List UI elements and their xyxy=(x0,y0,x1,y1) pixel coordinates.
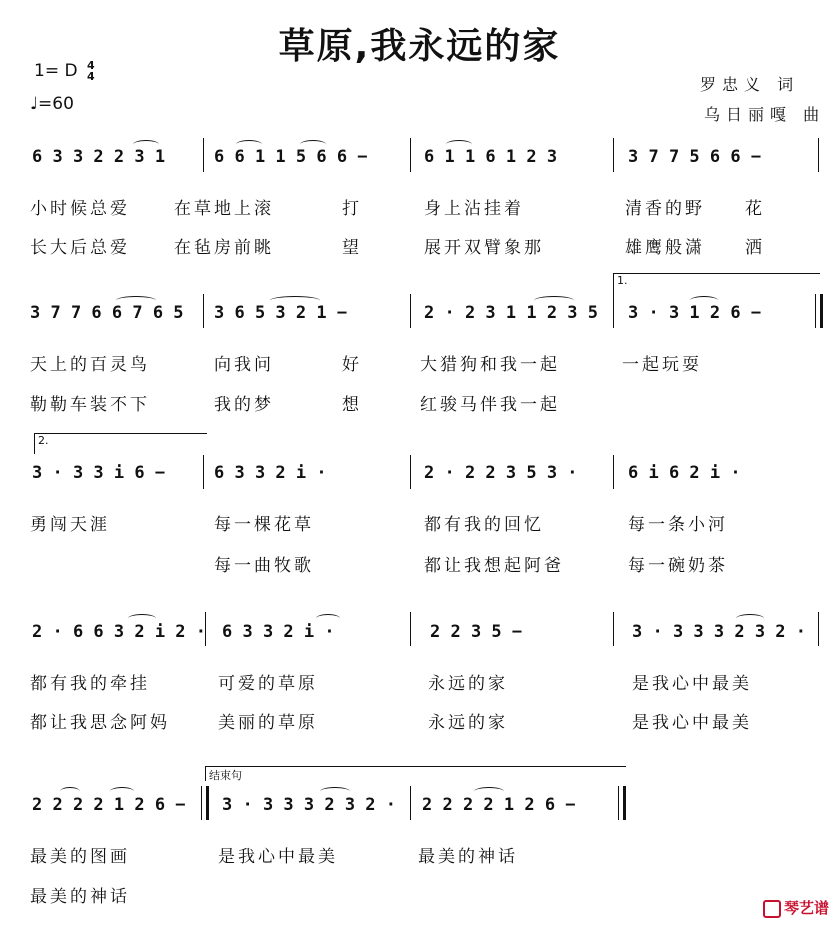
watermark-text: 琴艺谱 xyxy=(783,899,829,917)
row5-bar2-notes: 3 · 3 3 3 2 3 2 · xyxy=(222,795,396,815)
row5-bar1-notes: 2 2 2 2 1 2 6 − xyxy=(32,795,186,815)
row4-lyric2-d: 是我心中最美 xyxy=(632,713,752,733)
composer-credit: 乌日丽嘎 曲 xyxy=(704,105,826,124)
row5-lyric1-c: 最美的神话 xyxy=(418,847,518,867)
ending-label: 结束句 xyxy=(209,769,242,782)
slur xyxy=(236,140,262,149)
row1-lyric1-d: 身上沾挂着 xyxy=(424,199,524,219)
row1-lyric2-f: 洒 xyxy=(745,238,765,258)
barline xyxy=(203,138,204,172)
barline xyxy=(613,612,614,646)
key-signature xyxy=(34,60,95,82)
time-signature xyxy=(87,60,95,82)
barline xyxy=(410,294,411,328)
repeat-end-barline-thick xyxy=(206,786,209,820)
row4-bar3-notes: 2 2 3 5 − xyxy=(430,622,523,642)
row2-bar1-notes: 3 7 7 6 6 7 6 5 xyxy=(30,303,184,323)
barline xyxy=(410,612,411,646)
repeat-barline-thick xyxy=(820,294,823,328)
final-barline xyxy=(618,786,619,820)
slur xyxy=(133,140,159,149)
row4-bar4-notes: 3 · 3 3 3 2 3 2 · xyxy=(632,622,806,642)
row2-lyric2-a: 勒勒车装不下 xyxy=(30,395,150,415)
row3-lyric2-c: 都让我想起阿爸 xyxy=(424,556,564,576)
slur xyxy=(320,787,350,796)
row2-lyric2-b: 我的梦 xyxy=(214,395,274,415)
row1-lyric2-c: 望 xyxy=(342,238,362,258)
row1-lyric2-b: 在毡房前眺 xyxy=(174,238,274,258)
row1-lyric1-a: 小时候总爱 xyxy=(30,199,130,219)
row3-lyric1-a: 勇闯天涯 xyxy=(30,515,110,535)
row2-lyric2-c: 想 xyxy=(342,395,362,415)
tempo-marking: ♩=60 xyxy=(30,94,74,114)
row4-lyric1-a: 都有我的牵挂 xyxy=(30,674,150,694)
watermark-logo xyxy=(763,897,829,918)
row2-lyric1-e: 一起玩耍 xyxy=(622,355,702,375)
row3-lyric2-b: 每一曲牧歌 xyxy=(214,556,314,576)
row1-lyric1-f: 花 xyxy=(745,199,765,219)
second-ending-bracket xyxy=(34,433,207,454)
slur xyxy=(300,140,326,149)
row2-bar3-notes: 2 · 2 3 1 1 2 3 5 xyxy=(424,303,598,323)
row3-lyric1-d: 每一条小河 xyxy=(628,515,728,535)
row3-bar1-notes: 3 · 3 3 i 6 − xyxy=(32,463,166,483)
time-signature-top: 4 xyxy=(86,59,95,72)
row2-bar2-notes: 3 6 5 3 2 1 − xyxy=(214,303,348,323)
row2-lyric2-d: 红骏马伴我一起 xyxy=(420,395,560,415)
row5-lyric1-b: 是我心中最美 xyxy=(218,847,338,867)
slur xyxy=(128,614,156,623)
slur xyxy=(270,296,320,305)
slur xyxy=(110,787,134,796)
slur xyxy=(316,614,340,623)
row3-bar2-notes: 6 3 3 2 i · xyxy=(214,463,327,483)
barline xyxy=(613,138,614,172)
row4-lyric2-c: 永远的家 xyxy=(428,713,508,733)
lyricist-credit: 罗忠义 词 xyxy=(700,75,800,94)
repeat-barline xyxy=(815,294,816,328)
final-barline-thick xyxy=(623,786,626,820)
row2-lyric1-c: 好 xyxy=(342,355,362,375)
barline xyxy=(818,138,819,172)
repeat-end-barline xyxy=(201,786,202,820)
slur xyxy=(736,614,764,623)
barline xyxy=(818,612,819,646)
row2-lyric1-d: 大猎狗和我一起 xyxy=(420,355,560,375)
row3-lyric2-d: 每一碗奶茶 xyxy=(628,556,728,576)
barline xyxy=(613,455,614,489)
row1-bar1-notes: 6 3 3 2 2 3 1 xyxy=(32,147,166,167)
row3-bar4-notes: 6 i 6 2 i · xyxy=(628,463,741,483)
row1-bar4-notes: 3 7 7 5 6 6 − xyxy=(628,147,762,167)
row3-lyric1-b: 每一棵花草 xyxy=(214,515,314,535)
row3-bar3-notes: 2 · 2 2 3 5 3 · xyxy=(424,463,578,483)
row4-lyric1-c: 永远的家 xyxy=(428,674,508,694)
barline xyxy=(613,294,614,328)
row2-lyric1-a: 天上的百灵鸟 xyxy=(30,355,150,375)
slur xyxy=(60,787,80,796)
repeat-start-barline xyxy=(203,455,204,489)
row1-bar3-notes: 6 1 1 6 1 2 3 xyxy=(424,147,558,167)
slur xyxy=(446,140,472,149)
row1-lyric2-d: 展开双臂象那 xyxy=(424,238,544,258)
time-signature-bottom: 4 xyxy=(86,70,95,83)
row5-lyric1-a: 最美的图画 xyxy=(30,847,130,867)
slur xyxy=(116,296,156,305)
row1-lyric1-b: 在草地上滚 xyxy=(174,199,274,219)
row1-lyric1-c: 打 xyxy=(342,199,362,219)
second-ending-label: 2. xyxy=(38,434,49,447)
row4-lyric1-b: 可爱的草原 xyxy=(218,674,318,694)
row1-bar2-notes: 6 6 1 1 5 6 6 − xyxy=(214,147,368,167)
barline xyxy=(410,138,411,172)
key-label: 1= D xyxy=(34,61,78,81)
row5-lyric2-a: 最美的神话 xyxy=(30,887,130,907)
row3-lyric1-c: 都有我的回忆 xyxy=(424,515,544,535)
slur xyxy=(534,296,574,305)
slur xyxy=(474,787,504,796)
song-title: 草原,我永远的家 xyxy=(278,26,561,67)
row5-bar3-notes: 2 2 2 2 1 2 6 − xyxy=(422,795,576,815)
row1-lyric2-e: 雄鹰般潇 xyxy=(625,238,705,258)
ending-bracket xyxy=(205,766,626,781)
barline xyxy=(410,455,411,489)
row2-lyric1-b: 向我问 xyxy=(214,355,274,375)
slur xyxy=(690,296,718,305)
barline xyxy=(205,612,206,646)
row4-lyric2-a: 都让我思念阿妈 xyxy=(30,713,170,733)
row4-bar2-notes: 6 3 3 2 i · xyxy=(222,622,335,642)
row4-lyric1-d: 是我心中最美 xyxy=(632,674,752,694)
logo-icon xyxy=(763,900,781,918)
row4-bar1-notes: 2 · 6 6 3 2 i 2 · xyxy=(32,622,206,642)
row1-lyric1-e: 清香的野 xyxy=(625,199,705,219)
row1-lyric2-a: 长大后总爱 xyxy=(30,238,130,258)
barline xyxy=(203,294,204,328)
first-ending-label: 1. xyxy=(617,274,628,287)
barline xyxy=(410,786,411,820)
row2-bar4-notes: 3 · 3 1 2 6 − xyxy=(628,303,762,323)
row4-lyric2-b: 美丽的草原 xyxy=(218,713,318,733)
first-ending-bracket xyxy=(613,273,820,294)
